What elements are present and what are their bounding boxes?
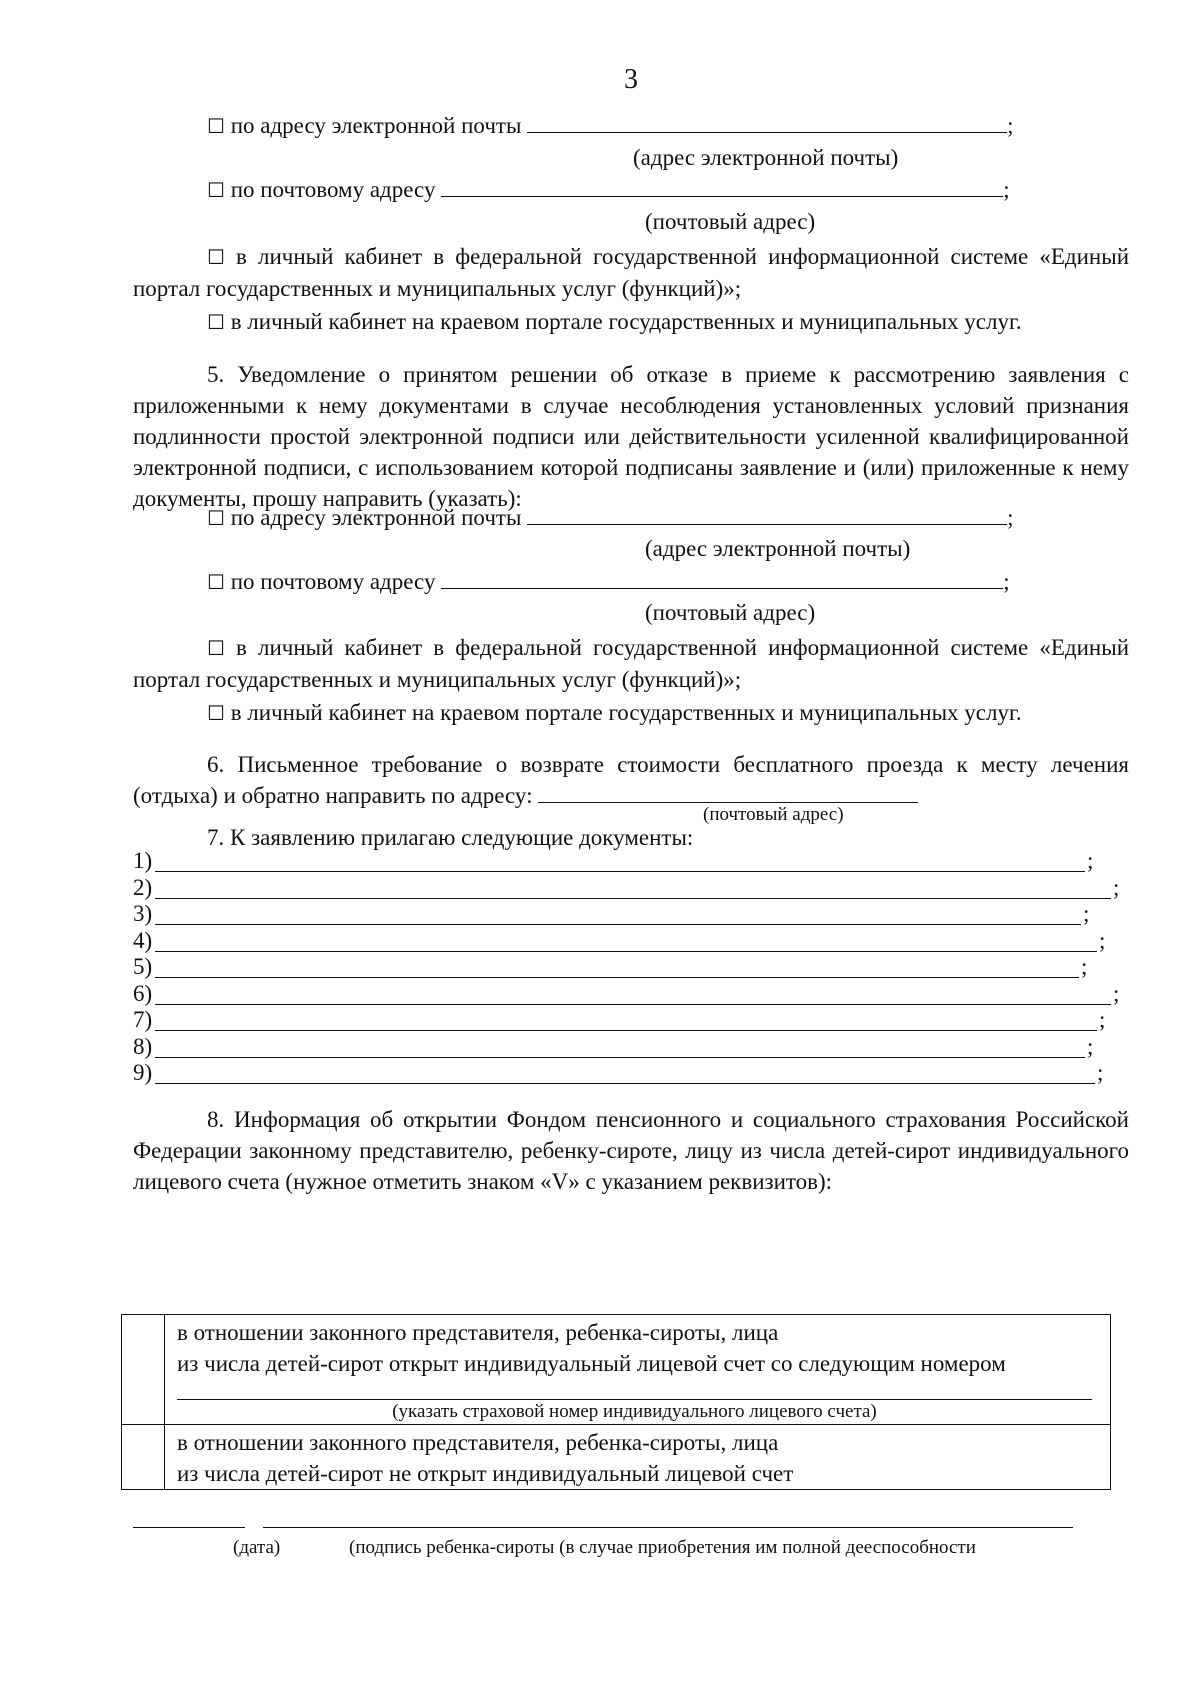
s4-epgu-label: в личный кабинет в федеральной государственной информационной системе «Единый портал государственных и муниципальных услуг (функций)»; bbox=[133, 244, 1129, 301]
s5-email-input[interactable] bbox=[527, 502, 1007, 525]
s5-regional-label: в личный кабинет на краевом портале государственных и муниципальных услуг. bbox=[230, 700, 1022, 725]
s5-text: 5. Уведомление о принятом решении об отказе в приеме к рассмотрению заявления с приложенными к нему документами в случае несоблюдения установленных условий признания подлинности простой электронной подписи или действительности усиленной квалифицированной электронной подписи, с использованием которой подписаны заявление и (или) приложенные к нему документы, прошу направить (указать): bbox=[133, 362, 1129, 511]
document-terminator: ; bbox=[1099, 1007, 1106, 1032]
checkbox-icon[interactable]: ☐ bbox=[207, 245, 225, 269]
s5-postal-caption: (почтовый адрес) bbox=[645, 600, 816, 625]
account-options-table bbox=[121, 1314, 1111, 1490]
document-row bbox=[133, 927, 1129, 956]
document-row bbox=[133, 1009, 1129, 1035]
checkbox-icon[interactable]: ☐ bbox=[207, 310, 225, 334]
s4-email-input[interactable] bbox=[527, 110, 1007, 133]
document-input[interactable] bbox=[155, 1004, 1111, 1005]
document-row bbox=[133, 980, 1129, 1009]
option-opened-text-cell bbox=[165, 1315, 1111, 1425]
document-input[interactable] bbox=[155, 871, 1085, 872]
s4-postal-input[interactable] bbox=[441, 174, 1003, 197]
document-input[interactable] bbox=[155, 977, 1079, 978]
s6-text-content: 6. Письменное требование о возврате стоимости бесплатного проезда к месту лечения (отдыха) и обратно направить по адресу: bbox=[133, 752, 1129, 808]
document-terminator: ; bbox=[1097, 1060, 1104, 1085]
checkbox-icon[interactable]: ☐ bbox=[207, 701, 225, 725]
document-terminator: ; bbox=[1087, 848, 1094, 873]
document-number: 9) bbox=[133, 1060, 153, 1085]
document-row bbox=[133, 850, 1129, 876]
document-row bbox=[133, 1033, 1129, 1062]
document-input[interactable] bbox=[155, 1083, 1095, 1084]
document-number: 6) bbox=[133, 980, 153, 1006]
document-terminator: ; bbox=[1113, 874, 1120, 900]
s4-email-label: по адресу электронной почты bbox=[230, 113, 522, 138]
date-caption: (дата) bbox=[233, 1537, 281, 1558]
document-row bbox=[133, 956, 1129, 982]
s5-epgu-label: в личный кабинет в федеральной государственной информационной системе «Единый портал государственных и муниципальных услуг (функций)»; bbox=[133, 635, 1129, 692]
option-not-opened-row bbox=[122, 1425, 1111, 1490]
option-not-opened-line2: из числа детей-сирот не открыт индивидуальный лицевой счет bbox=[177, 1461, 794, 1486]
s5-postal-label: по почтовому адресу bbox=[230, 569, 436, 594]
date-input[interactable] bbox=[133, 1527, 245, 1528]
document-input[interactable] bbox=[155, 898, 1111, 899]
snils-input[interactable] bbox=[177, 1389, 1092, 1400]
s7-title: 7. К заявлению прилагаю следующие документы: bbox=[207, 825, 694, 850]
document-terminator: ; bbox=[1099, 927, 1106, 953]
checkbox-icon[interactable]: ☐ bbox=[207, 506, 225, 530]
s6-caption: (почтовый адрес) bbox=[703, 804, 844, 825]
s4-email-caption: (адрес электронной почты) bbox=[633, 145, 899, 170]
s4-postal-caption: (почтовый адрес) bbox=[645, 209, 816, 234]
s4-postal-option[interactable]: ☐ по почтовому адресу ; bbox=[207, 174, 1010, 206]
s5-email-option[interactable]: ☐ по адресу электронной почты ; bbox=[207, 502, 1014, 534]
option-not-opened-line1: в отношении законного представителя, ребенка-сироты, лица bbox=[177, 1430, 779, 1455]
document-terminator: ; bbox=[1087, 1033, 1094, 1059]
document-terminator: ; bbox=[1113, 980, 1120, 1006]
document-input[interactable] bbox=[155, 1030, 1097, 1031]
s5-email-caption: (адрес электронной почты) bbox=[645, 536, 911, 561]
document-number: 1) bbox=[133, 848, 153, 873]
option-not-opened-mark-cell[interactable] bbox=[122, 1425, 165, 1490]
option-opened-line2: из числа детей-сирот открыт индивидуальный лицевой счет со следующим номером bbox=[177, 1351, 1006, 1376]
document-row bbox=[133, 874, 1129, 903]
s5-postal-input[interactable] bbox=[441, 566, 1003, 589]
checkbox-icon[interactable]: ☐ bbox=[207, 114, 225, 138]
page-number: 3 bbox=[624, 64, 638, 95]
document-number: 2) bbox=[133, 874, 153, 900]
s5-postal-option[interactable]: ☐ по почтовому адресу ; bbox=[207, 566, 1010, 598]
s4-regional-option[interactable] bbox=[207, 306, 1022, 338]
option-opened-mark-cell[interactable] bbox=[122, 1315, 165, 1425]
document-number: 3) bbox=[133, 901, 153, 926]
option-opened-line1: в отношении законного представителя, ребенка-сироты, лица bbox=[177, 1320, 779, 1345]
snils-caption: (указать страховой номер индивидуального лицевого счета) bbox=[392, 1401, 877, 1422]
s4-postal-label: по почтовому адресу bbox=[230, 177, 436, 202]
document-input[interactable] bbox=[155, 1057, 1085, 1058]
document-number: 4) bbox=[133, 927, 153, 953]
document-input[interactable] bbox=[155, 924, 1081, 925]
form-page bbox=[133, 0, 1129, 1700]
option-opened-row bbox=[122, 1315, 1111, 1425]
s5-email-label: по адресу электронной почты bbox=[230, 505, 522, 530]
document-number: 7) bbox=[133, 1007, 153, 1032]
document-terminator: ; bbox=[1083, 901, 1090, 926]
signature-input[interactable] bbox=[263, 1527, 1073, 1528]
document-number: 5) bbox=[133, 954, 153, 979]
option-not-opened-text-cell bbox=[165, 1425, 1111, 1490]
s8-text: 8. Информация об открытии Фондом пенсионного и социального страхования Российской Федерации законному представителю, ребенку-сироте, лицу из числа детей-сирот индивидуального лицевого счета (нужное отметить знаком «V» с указанием реквизитов): bbox=[133, 1107, 1129, 1194]
document-terminator: ; bbox=[1081, 954, 1088, 979]
document-row bbox=[133, 1062, 1129, 1088]
checkbox-icon[interactable]: ☐ bbox=[207, 636, 225, 660]
signature-caption: (подпись ребенка-сироты (в случае приобретения им полной дееспособности bbox=[349, 1537, 976, 1558]
s6-text bbox=[133, 749, 1129, 811]
document-input[interactable] bbox=[155, 951, 1097, 952]
s5-epgu-option[interactable] bbox=[133, 632, 1129, 695]
s4-regional-label: в личный кабинет на краевом портале государственных и муниципальных услуг. bbox=[230, 309, 1022, 334]
s4-epgu-option[interactable] bbox=[133, 241, 1129, 304]
checkbox-icon[interactable]: ☐ bbox=[207, 178, 225, 202]
s4-email-option[interactable]: ☐ по адресу электронной почты ; bbox=[207, 110, 1014, 142]
document-number: 8) bbox=[133, 1033, 153, 1059]
s5-regional-option[interactable] bbox=[207, 697, 1022, 729]
document-row bbox=[133, 903, 1129, 929]
checkbox-icon[interactable]: ☐ bbox=[207, 570, 225, 594]
